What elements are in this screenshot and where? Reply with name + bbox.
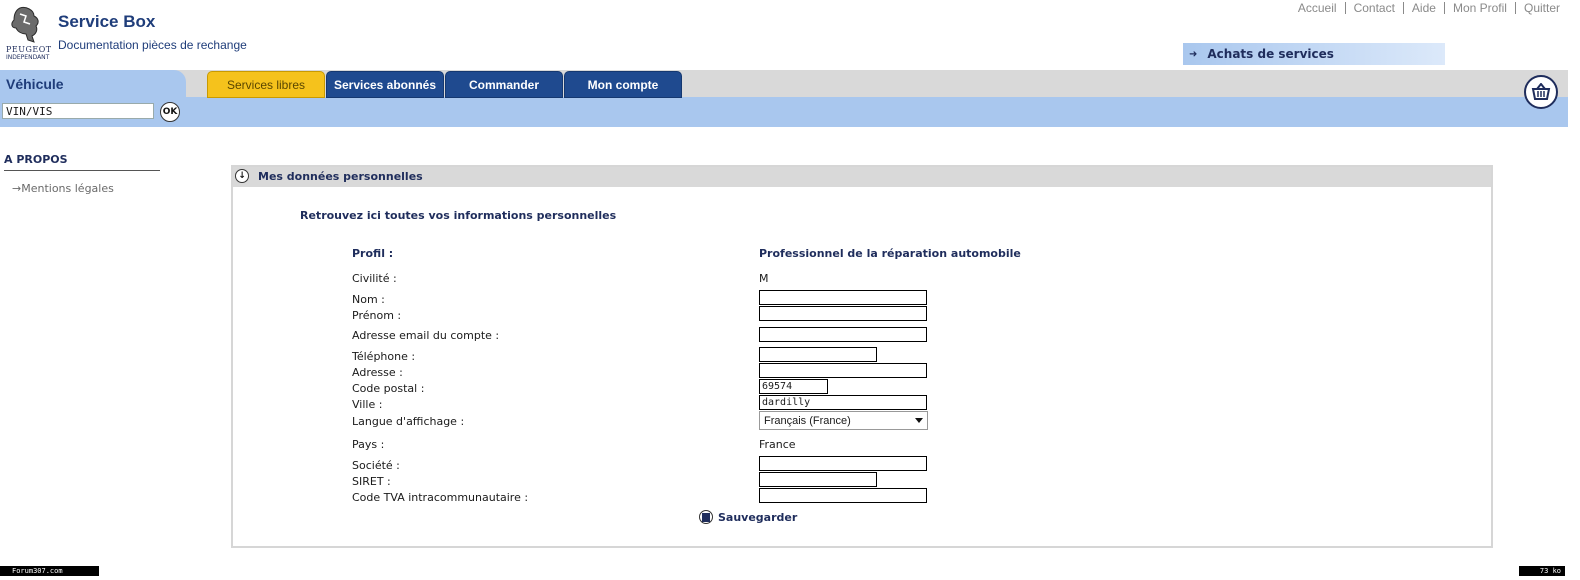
panel-intro-text: Retrouvez ici toutes vos informations personnelles — [300, 209, 617, 222]
ville-field[interactable]: dardilly — [759, 395, 927, 410]
profil-label: Profil : — [352, 247, 394, 260]
search-bar-background — [0, 97, 1568, 127]
app-subtitle: Documentation pièces de rechange — [58, 38, 247, 52]
ville-label: Ville : — [352, 398, 383, 411]
tva-label: Code TVA intracommunautaire : — [352, 491, 529, 504]
chevron-down-icon — [915, 418, 923, 423]
tab-mon-compte[interactable]: Mon compte — [564, 71, 682, 98]
save-button[interactable] — [699, 510, 797, 524]
save-icon — [699, 510, 713, 524]
peugeot-logo[interactable] — [6, 4, 54, 60]
nom-label: Nom : — [352, 293, 385, 306]
watermark-right: 73 ko — [1519, 566, 1565, 576]
code-postal-field[interactable]: 69574 — [759, 379, 828, 394]
telephone-label: Téléphone : — [352, 350, 416, 363]
nav-mon-profil[interactable]: Mon Profil — [1444, 2, 1515, 14]
siret-label: SIRET : — [352, 475, 391, 488]
watermark-left: Forum307.com — [0, 566, 99, 576]
vin-input[interactable]: VIN/VIS — [2, 103, 154, 119]
sidebar-divider — [4, 170, 160, 171]
prenom-label: Prénom : — [352, 309, 402, 322]
tab-services-abonnes[interactable]: Services abonnés — [326, 71, 444, 98]
email-field[interactable] — [759, 327, 927, 342]
pays-label: Pays : — [352, 438, 385, 451]
langue-select[interactable] — [759, 411, 928, 430]
profil-value: Professionnel de la réparation automobile — [759, 247, 1021, 260]
top-navigation — [1290, 2, 1568, 14]
vehicule-label: Véhicule — [6, 76, 64, 92]
email-label: Adresse email du compte : — [352, 329, 500, 342]
nav-contact[interactable]: Contact — [1345, 2, 1403, 14]
adresse-label: Adresse : — [352, 366, 403, 379]
logo-sub-text: INDEPENDANT — [6, 54, 50, 61]
siret-field[interactable] — [759, 472, 877, 487]
basket-button[interactable] — [1524, 75, 1558, 109]
adresse-field[interactable] — [759, 363, 927, 378]
code-postal-label: Code postal : — [352, 382, 425, 395]
civilite-value: M — [759, 272, 769, 285]
achats-label: Achats de services — [1207, 47, 1334, 61]
nav-quitter[interactable]: Quitter — [1515, 2, 1568, 14]
arrow-right-icon: ➜ — [1189, 48, 1198, 60]
save-label: Sauvegarder — [718, 510, 798, 524]
arrow-right-icon: → — [12, 182, 22, 195]
lion-icon — [6, 4, 46, 44]
tab-services-libres[interactable]: Services libres — [207, 71, 325, 98]
app-title: Service Box — [58, 12, 156, 31]
ok-button[interactable]: OK — [160, 102, 180, 122]
collapse-arrow-icon[interactable]: ↓ — [235, 169, 249, 183]
sidebar-item-mentions-legales[interactable] — [12, 182, 114, 195]
tva-field[interactable] — [759, 488, 927, 503]
sidebar-heading: A PROPOS — [4, 153, 68, 166]
societe-label: Société : — [352, 459, 400, 472]
prenom-field[interactable] — [759, 306, 927, 321]
achats-services-link[interactable] — [1183, 43, 1445, 65]
civilite-label: Civilité : — [352, 272, 397, 285]
societe-field[interactable] — [759, 456, 927, 471]
langue-selected-value: Français (France) — [764, 414, 851, 427]
telephone-field[interactable] — [759, 347, 877, 362]
langue-label: Langue d'affichage : — [352, 415, 465, 428]
pays-value: France — [759, 438, 796, 451]
basket-icon — [1530, 83, 1552, 101]
sidebar-item-label: Mentions légales — [21, 182, 114, 195]
logo-brand-text: PEUGEOT — [6, 45, 52, 54]
nav-aide[interactable]: Aide — [1403, 2, 1444, 14]
panel-title: Mes données personnelles — [258, 170, 423, 183]
nom-field[interactable] — [759, 290, 927, 305]
nav-accueil[interactable]: Accueil — [1297, 1, 1337, 15]
tab-commander[interactable]: Commander — [445, 71, 563, 98]
